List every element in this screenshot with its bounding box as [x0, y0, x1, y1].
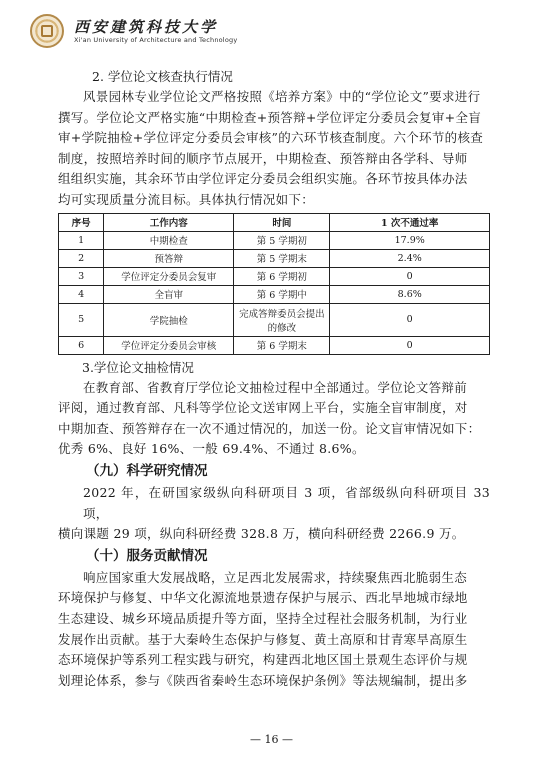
table-header-row — [59, 213, 490, 231]
col-header-time: 时间 — [234, 213, 330, 231]
cell-time-line: 的修改 — [267, 322, 297, 334]
section-9-title: （九）科学研究情况 — [86, 462, 208, 479]
text-line: 响应国家重大发展战略，立足西北发展需求，持续聚焦西北脆弱生态 — [83, 569, 468, 585]
cell-rate: 2.4% — [330, 249, 490, 267]
review-table — [58, 213, 490, 355]
section-2-title: 2. 学位论文核查执行情况 — [92, 69, 233, 84]
cell-no: 4 — [59, 285, 104, 303]
cell-no: 6 — [59, 336, 104, 354]
page-number: — 16 — — [250, 733, 293, 746]
table-row — [59, 231, 490, 249]
text-line: 风景园林专业学位论文严格按照《培养方案》中的“学位论文”要求进行 — [83, 89, 481, 104]
cell-no: 3 — [59, 267, 104, 285]
text-line: 生态建设、城乡环境品质提升等方面，坚持全过程社会服务机制，为行业 — [58, 610, 468, 626]
text-line: 中期加查、预答辩存在一次不通过情况的，加送一份。论文盲审情况如下： — [58, 420, 481, 436]
section-10-title: （十）服务贡献情况 — [86, 547, 208, 564]
text-line: 评阅，通过教育部、凡科等学位论文送审网上平台，实施全盲审制度，对 — [58, 400, 468, 416]
table-row — [59, 285, 490, 303]
cell-time: 第 5 学期初 — [234, 231, 330, 249]
cell-time: 第 6 学期初 — [234, 267, 330, 285]
university-name-en: Xi'an University of Architecture and Technology — [74, 36, 238, 44]
cell-rate: 0 — [330, 303, 490, 336]
cell-rate: 0 — [330, 267, 490, 285]
text-line: 横向课题 29 项，纵向科研经费 328.8 万，横向科研经费 2266.9 万。 — [58, 526, 465, 542]
text-line: 2022 年，在研国家级纵向科研项目 3 项，省部级纵向科研项目 33 项， — [83, 484, 490, 521]
text-line: 在教育部、省教育厅学位论文抽检过程中全部通过。学位论文答辩前 — [83, 379, 468, 395]
cell-task: 学院抽检 — [104, 303, 234, 336]
cell-no: 5 — [59, 303, 104, 336]
text-line: 态环境保护等系列工程实践与研究，构建西北地区国土景观生态评价与规 — [58, 652, 468, 668]
cell-task: 学位评定分委员会审核 — [104, 336, 234, 354]
section-3-title: 3.学位论文抽检情况 — [82, 359, 194, 375]
cell-rate: 0 — [330, 336, 490, 354]
text-line: 发展作出贡献。基于大秦岭生态保护与修复、黄土高原和甘青寒旱高原生 — [58, 631, 468, 647]
cell-time — [234, 303, 330, 336]
table-row — [59, 336, 490, 354]
section-9-paragraph — [58, 483, 490, 545]
text-line: 划理论体系，参与《陕西省秦岭生态环境保护条例》等法规编制，提出多 — [58, 672, 468, 688]
cell-time: 第 6 学期末 — [234, 336, 330, 354]
cell-rate: 8.6% — [330, 285, 490, 303]
cell-task: 预答辩 — [104, 249, 234, 267]
table-row — [59, 249, 490, 267]
col-header-task: 工作内容 — [104, 213, 234, 231]
section-10-paragraph — [58, 568, 490, 692]
text-line: 优秀 6%、良好 16%、一般 69.4%、不通过 8.6%。 — [58, 441, 365, 457]
cell-no: 1 — [59, 231, 104, 249]
cell-rate: 17.9% — [330, 231, 490, 249]
university-logo-icon — [30, 14, 64, 48]
text-line: 环境保护与修复、中华文化源流地景遗存保护与展示、西北旱地城市绿地 — [58, 590, 468, 606]
text-line: 均可实现质量分流目标。具体执行情况如下： — [58, 191, 315, 207]
col-header-rate: 1 次不通过率 — [330, 213, 490, 231]
section-3-paragraph — [58, 378, 490, 460]
cell-no: 2 — [59, 249, 104, 267]
col-header-no: 序号 — [59, 213, 104, 231]
cell-task: 中期检查 — [104, 231, 234, 249]
text-line: 组组织实施，其余环节由学位评定分委员会组织实施。各环节按具体办法 — [58, 171, 468, 187]
table-row — [59, 267, 490, 285]
text-line: 制度，按照培养时间的顺序节点展开，中期检查、预答辩由各学科、导师 — [58, 150, 468, 166]
cell-task: 全盲审 — [104, 285, 234, 303]
cell-time-line: 完成答辩委员会提出 — [239, 308, 325, 320]
cell-time: 第 5 学期末 — [234, 249, 330, 267]
table-row — [59, 303, 490, 336]
text-line: 撰写。学位论文严格实施“中期检查+预答辩+学位评定分委员会复审+全盲 — [58, 109, 482, 125]
document-body — [58, 66, 490, 691]
university-name-cn: 西安建筑科技大学 — [74, 18, 219, 36]
cell-time: 第 6 学期中 — [234, 285, 330, 303]
cell-task: 学位评定分委员会复审 — [104, 267, 234, 285]
text-line: 审+学院抽检+学位评定分委员会审核”的六环节核查制度。六个环节的核查 — [58, 130, 484, 146]
section-2-paragraph — [58, 87, 490, 211]
page-header — [22, 12, 522, 52]
